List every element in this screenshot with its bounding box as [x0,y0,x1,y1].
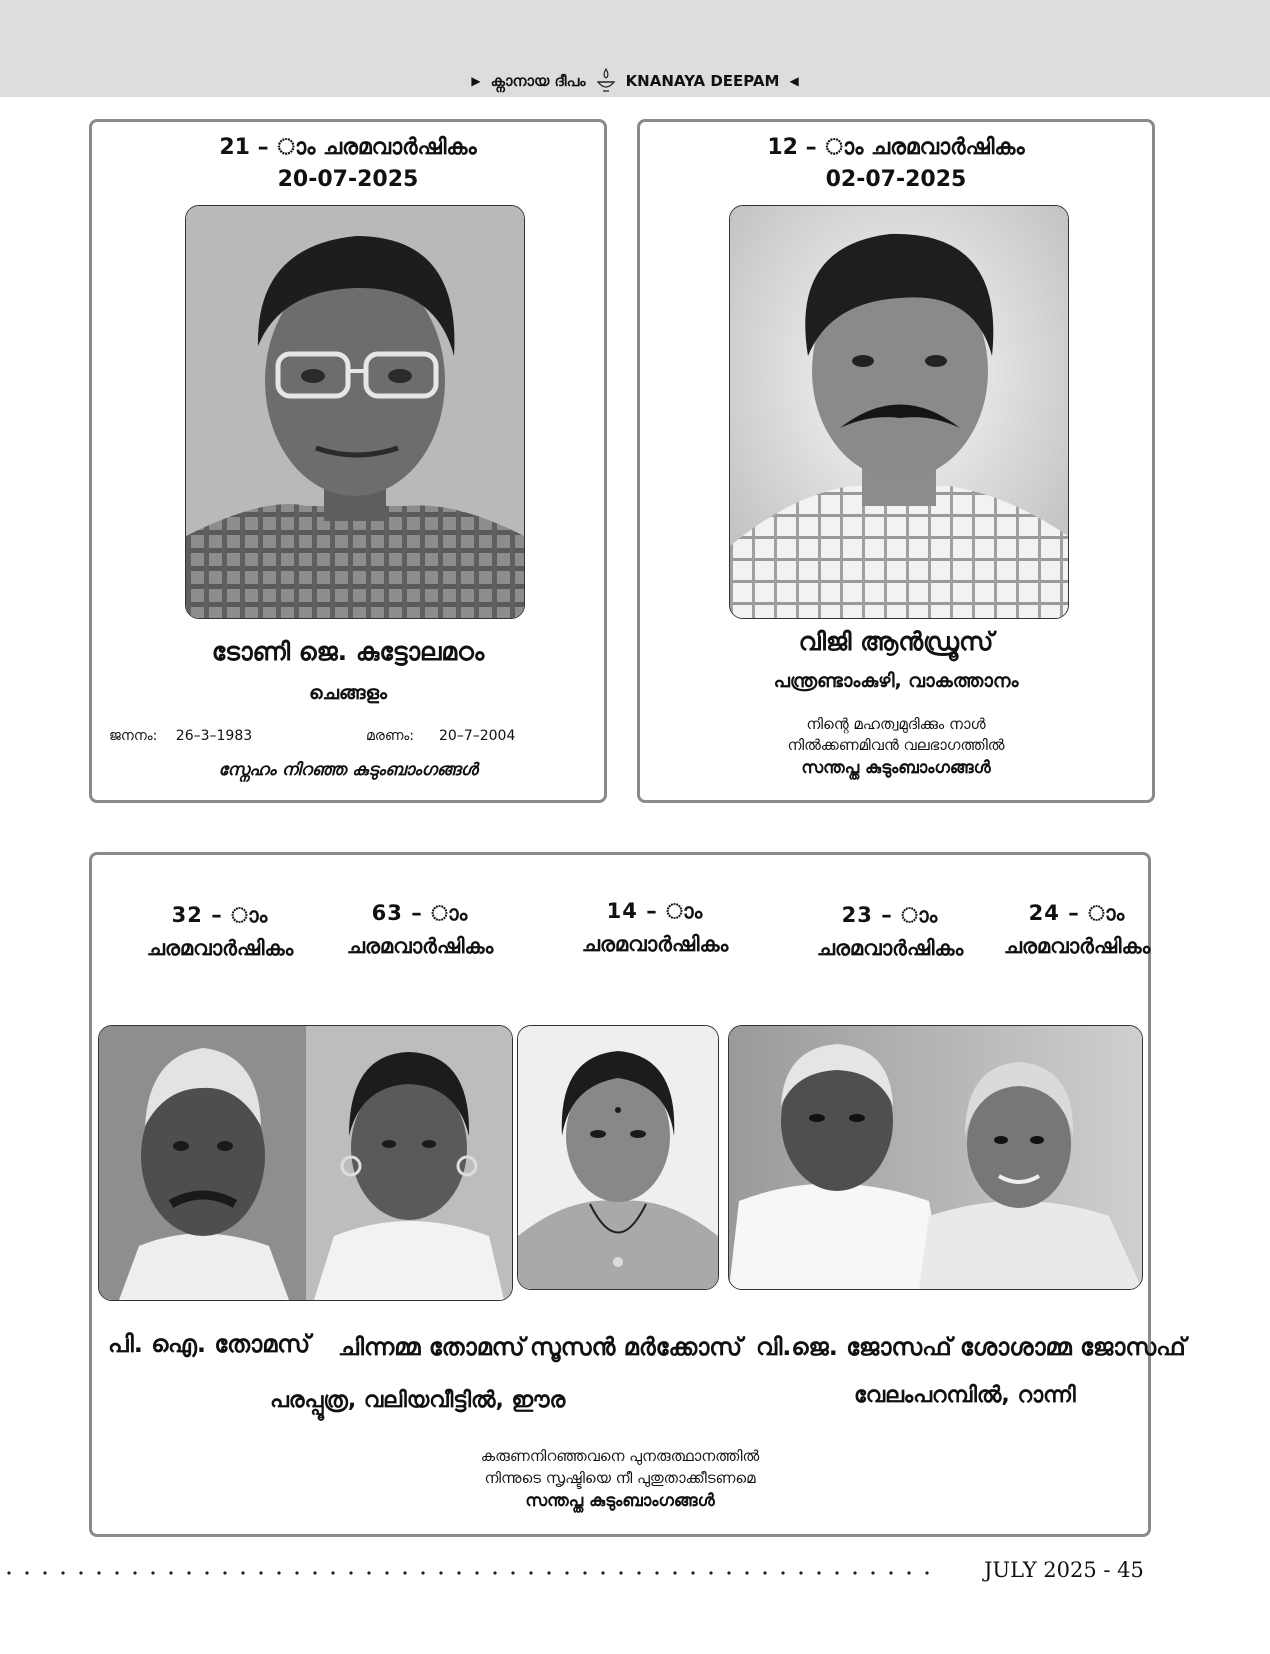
anniversary-block-sosamma [977,901,1177,959]
anniversary-label: ചരമവാർഷികം [346,934,494,958]
family-signature: സന്തപ്ത കുടുംബാംഗങ്ങൾ [525,1491,715,1511]
anniversary-block-susan [555,899,755,957]
anniversary-date: 20-07-2025 [277,167,419,192]
life-dates [109,728,589,744]
couple-photo-joseph [728,1025,1143,1290]
person-place-viji: പന്ത്രണ്ടാംകുഴി, വാകത്താനം [773,670,1019,692]
memorial-card-family [89,852,1186,1537]
anniversary-number: 24 – ാം [1028,901,1126,925]
family-place-left: പരപ്പൂത്ര, വലിയവീട്ടിൽ, ഈര [270,1388,566,1413]
person-name-chinnamma: ചിന്നമ്മ തോമസ് [338,1333,525,1361]
person-name-tony: ടോണി ജെ. കുട്ടോലമഠം [211,637,485,666]
family-signature: സന്തപ്ത കുടുംബാംഗങ്ങൾ [801,758,991,778]
anniversary-block-joseph [790,903,990,961]
verse-line-1: നിന്റെ മഹത്വമുദിക്കും നാൾ [806,715,986,733]
anniversary-date: 02-07-2025 [825,167,967,192]
person-name-pi-thomas: പി. ഐ. തോമസ് [108,1330,311,1358]
verse-line-2: നിന്നുടെ സൃഷ്ടിയെ നീ പുതുതാക്കീടണമെ [484,1469,756,1487]
anniversary-number: 63 – ാം [371,901,469,925]
oil-lamp-icon [596,68,616,94]
masthead [0,66,1270,96]
anniversary-label: ചരമവാർഷികം [581,932,729,956]
anniversary-block-chinnamma [320,901,520,959]
anniversary-number: 32 – ാം [171,903,269,927]
footer-dotted-rule [0,1570,940,1576]
death-date: 20–7–2004 [439,728,516,744]
memorial-card-viji [637,119,1155,803]
portrait-photo-tony [185,205,525,619]
anniversary-heading: 12 – ാം ചരമവാർഷികം [767,135,1025,160]
person-name-sosamma: ശോശാമ്മ ജോസഫ് [960,1333,1186,1361]
person-name-vj-joseph: വി.ജെ. ജോസഫ് [756,1333,952,1361]
verse-line-1: കരുണനിറഞ്ഞവനെ പുനരുത്ഥാനത്തിൽ [480,1447,760,1465]
person-name-susan: സൂസൻ മർക്കോസ് [530,1333,743,1361]
birth-date: 26–3–1983 [175,728,253,744]
person-name-viji: വിജി ആൻഡ്രൂസ് [798,627,994,656]
right-triangle-icon: ▶ [471,74,481,88]
anniversary-heading: 21 – ാം ചരമവാർഷികം [219,135,477,160]
family-signature: സ്നേഹം നിറഞ്ഞ കുടുംബാംഗങ്ങൾ [218,760,478,780]
memorial-card-tony [89,119,607,803]
anniversary-block-thomas [120,903,320,961]
death-label: മരണം: [366,728,414,744]
anniversary-label: ചരമവാർഷികം [1003,934,1151,958]
portrait-photo-viji [729,205,1069,619]
anniversary-label: ചരമവാർഷികം [816,936,964,960]
masthead-english-title: KNANAYA DEEPAM [625,72,780,90]
anniversary-number: 23 – ാം [841,903,939,927]
verse-line-2: നിൽക്കണമിവൻ വലഭാഗത്തിൽ [787,736,1005,754]
birth-label: ജനനം: [109,728,158,744]
family-place-right: വേലംപറമ്പിൽ, റാന്നി [854,1383,1076,1408]
page-number: JULY 2025 - 45 [984,1558,1144,1582]
masthead-malayalam-title: ക്നാനായ ദീപം [490,72,586,90]
left-triangle-icon: ◀ [789,74,799,88]
anniversary-number: 14 – ാം [606,899,704,923]
anniversary-label: ചരമവാർഷികം [146,936,294,960]
couple-photo-thomas [98,1025,513,1301]
portrait-photo-susan [517,1025,719,1290]
person-place-tony: ചെങ്ങളം [308,682,388,704]
